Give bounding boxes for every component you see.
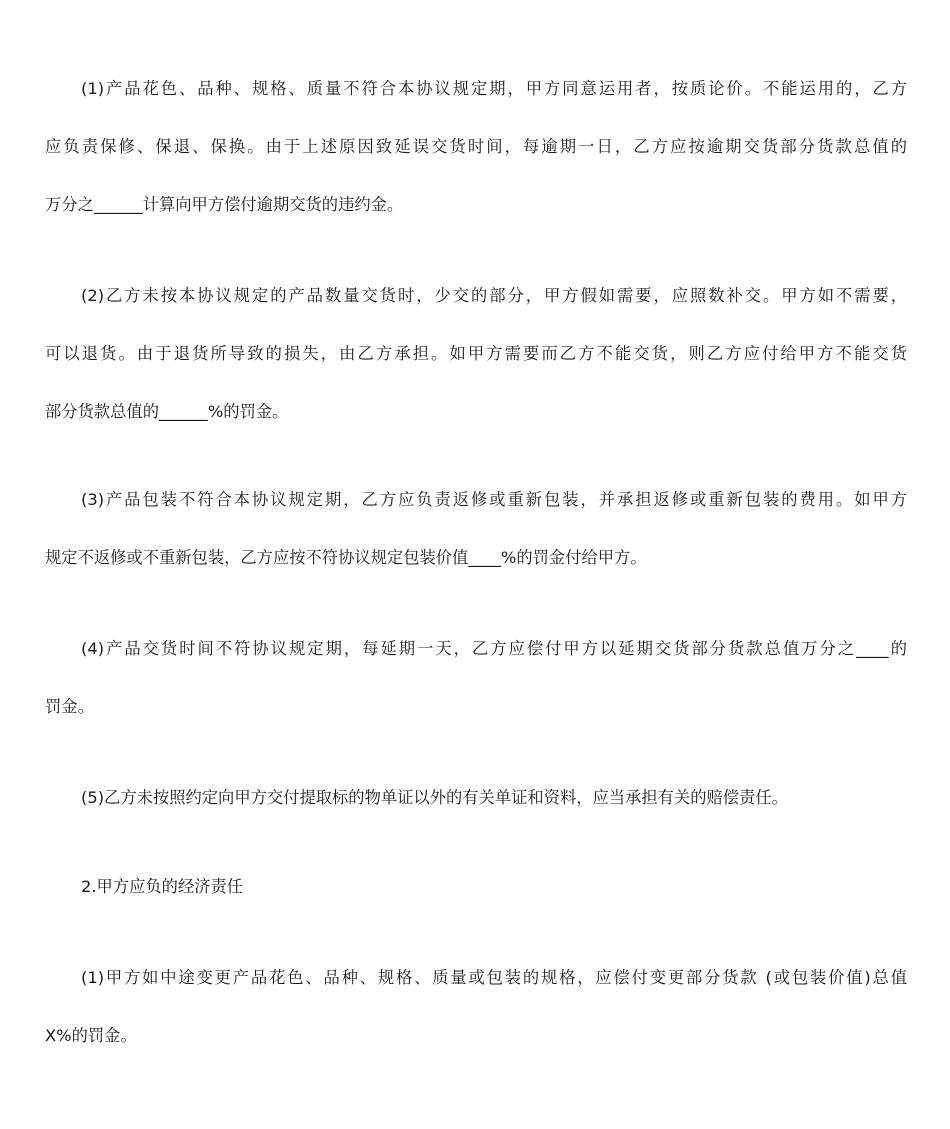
- text-line: 可以退货。由于退货所导致的损失，由乙方承担。如甲方需要而乙方不能交货，则乙方应付给甲方不能交货: [45, 344, 907, 363]
- text-line: (2)乙方未按本协议规定的产品数量交货时，少交的部分，甲方假如需要，应照数补交。甲方如不需要，: [81, 286, 907, 305]
- heading-text: 2.甲方应负的经济责任: [81, 877, 244, 896]
- text-line: X%的罚金。: [45, 1026, 137, 1045]
- text-line: (5)乙方未按照约定向甲方交付提取标的物单证以外的有关单证和资料，应当承担有关的赔偿责任。: [81, 788, 788, 807]
- text-line: (1)甲方如中途变更产品花色、品种、规格、质量或包装的规格，应偿付变更部分货款 (或包装价值)总值: [81, 968, 907, 987]
- text-line: (1)产品花色、品种、规格、质量不符合本协议规定期，甲方同意运用者，按质论价。不能运用的，乙方: [81, 79, 907, 98]
- text-line: 部分货款总值的______%的罚金。: [45, 402, 289, 421]
- text-line: (4)产品交货时间不符协议规定期，每延期一天，乙方应偿付甲方以延期交货部分货款总值万分之____的: [81, 639, 907, 658]
- text-line: 应负责保修、保退、保换。由于上述原因致延误交货时间，每逾期一日，乙方应按逾期交货部分货款总值的: [45, 137, 907, 156]
- text-line: (3)产品包装不符合本协议规定期，乙方应负责返修或重新包装，并承担返修或重新包装的费用。如甲方: [81, 490, 907, 509]
- text-line: 罚金。: [45, 697, 94, 716]
- text-line: 万分之______计算向甲方偿付逾期交货的违约金。: [45, 195, 404, 214]
- text-line: 规定不返修或不重新包装，乙方应按不符协议规定包装价值____%的罚金付给甲方。: [45, 548, 647, 567]
